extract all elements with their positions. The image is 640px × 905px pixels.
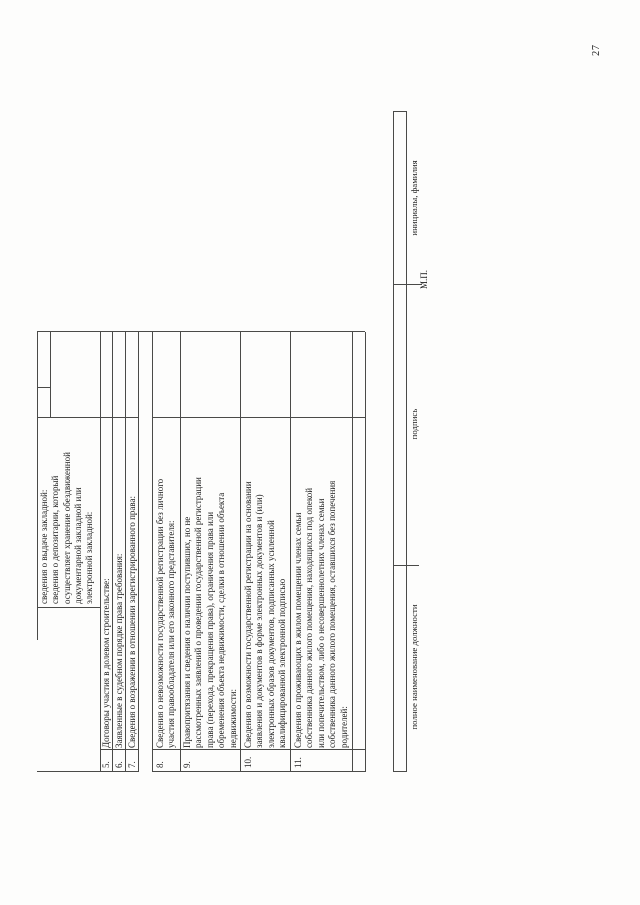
row-text-line: электронных образов документов, подписанных усиленной [265, 520, 276, 748]
signature-strip-line [406, 112, 407, 772]
row-number: 9. [182, 761, 192, 768]
table-border-line [152, 749, 365, 750]
table-border-line [180, 332, 181, 772]
row-text-line: квалифицированной электронной подписью [277, 578, 288, 748]
table-border-line [37, 387, 50, 388]
table-border-line [50, 332, 51, 418]
row-text-line: Сведения о проживающих в жилом помещении членах семьи [293, 512, 303, 748]
row-text-line: Правопритязания и сведения о наличии поступивших, но не [182, 516, 192, 748]
signature-strip-line [393, 771, 407, 772]
signature-strip-line [393, 112, 394, 772]
mortgage-note-block [39, 452, 95, 604]
mortgage-note-line: сведения о депозитарии, который [50, 475, 61, 604]
mortgage-note-line: электронной закладной: [84, 511, 95, 604]
row-text-line: рассмотренных заявлений о проведении государственной регистрации [193, 477, 204, 748]
position-name-label: полное наименование должности [409, 604, 419, 730]
row-text-line: Договоры участия в долевом строительстве: [101, 578, 111, 748]
row-text-line: собственника данного жилого помещения, находящихся под опекой [304, 487, 315, 748]
table-border-line [152, 771, 365, 772]
table-border-line [37, 607, 100, 608]
table-border-line [37, 332, 38, 640]
signature-label: подпись [409, 408, 419, 440]
row-text-line: Заявленные в судебном порядке права требования: [113, 553, 124, 748]
signature-strip-line [393, 565, 419, 566]
table-border-line [290, 332, 291, 772]
initials-surname-label: инициалы, фамилия [409, 160, 419, 236]
mortgage-note-line: осуществляет хранение обездвиженной [61, 452, 72, 604]
signature-strip-line [393, 111, 407, 112]
row-text-line: недвижимости: [227, 688, 238, 748]
table-border-line [152, 417, 365, 418]
table-border-line [37, 417, 138, 418]
row-text-line: обременения объекта недвижимости, сделки в отношении объекта [216, 492, 227, 748]
table-border-line [152, 332, 153, 772]
table-border-line [37, 771, 138, 772]
mortgage-note-line: сведения о выдаче закладной: [39, 489, 49, 604]
row-text-line: Сведения о возможности государственной регистрации на основании [243, 481, 253, 748]
row-number: 7. [126, 761, 137, 768]
row-text-line: родителей: [338, 706, 349, 748]
table-border-line [365, 332, 366, 772]
seal-place-label: М.П. [419, 269, 429, 289]
table-border-line [138, 332, 139, 772]
row-text-line: права (перехода, прекращения права), ограничения права или [204, 511, 215, 748]
row-text-line: собственника данного жилого помещения, оставшихся без попечения [327, 480, 338, 748]
row-text-line: или попечительством, либо о несовершеннолетних членах семьи [315, 498, 326, 748]
row-number: 6. [113, 761, 124, 768]
table-border-line [100, 749, 138, 750]
row-text-line: Сведения о невозможности государственной регистрации без личного [155, 478, 165, 748]
table-border-line [37, 331, 365, 332]
row-text-line: заявления и документов в форме электронных документов и (или) [254, 494, 265, 748]
mortgage-note-line: документарной закладной или [72, 487, 83, 604]
row-text-line: участия правообладателя или его законного представителя: [166, 520, 177, 748]
row-number: 5. [101, 761, 111, 768]
row-text-line: Сведения о возражении в отношении зарегистрированного права: [126, 495, 137, 748]
table-border-line [352, 332, 353, 772]
row-number: 10. [243, 756, 253, 768]
row-number: 11. [293, 757, 303, 768]
row-number: 8. [155, 761, 165, 768]
page-number: 27 [591, 44, 602, 56]
signature-strip-line [393, 284, 422, 285]
table-border-line [240, 332, 241, 772]
